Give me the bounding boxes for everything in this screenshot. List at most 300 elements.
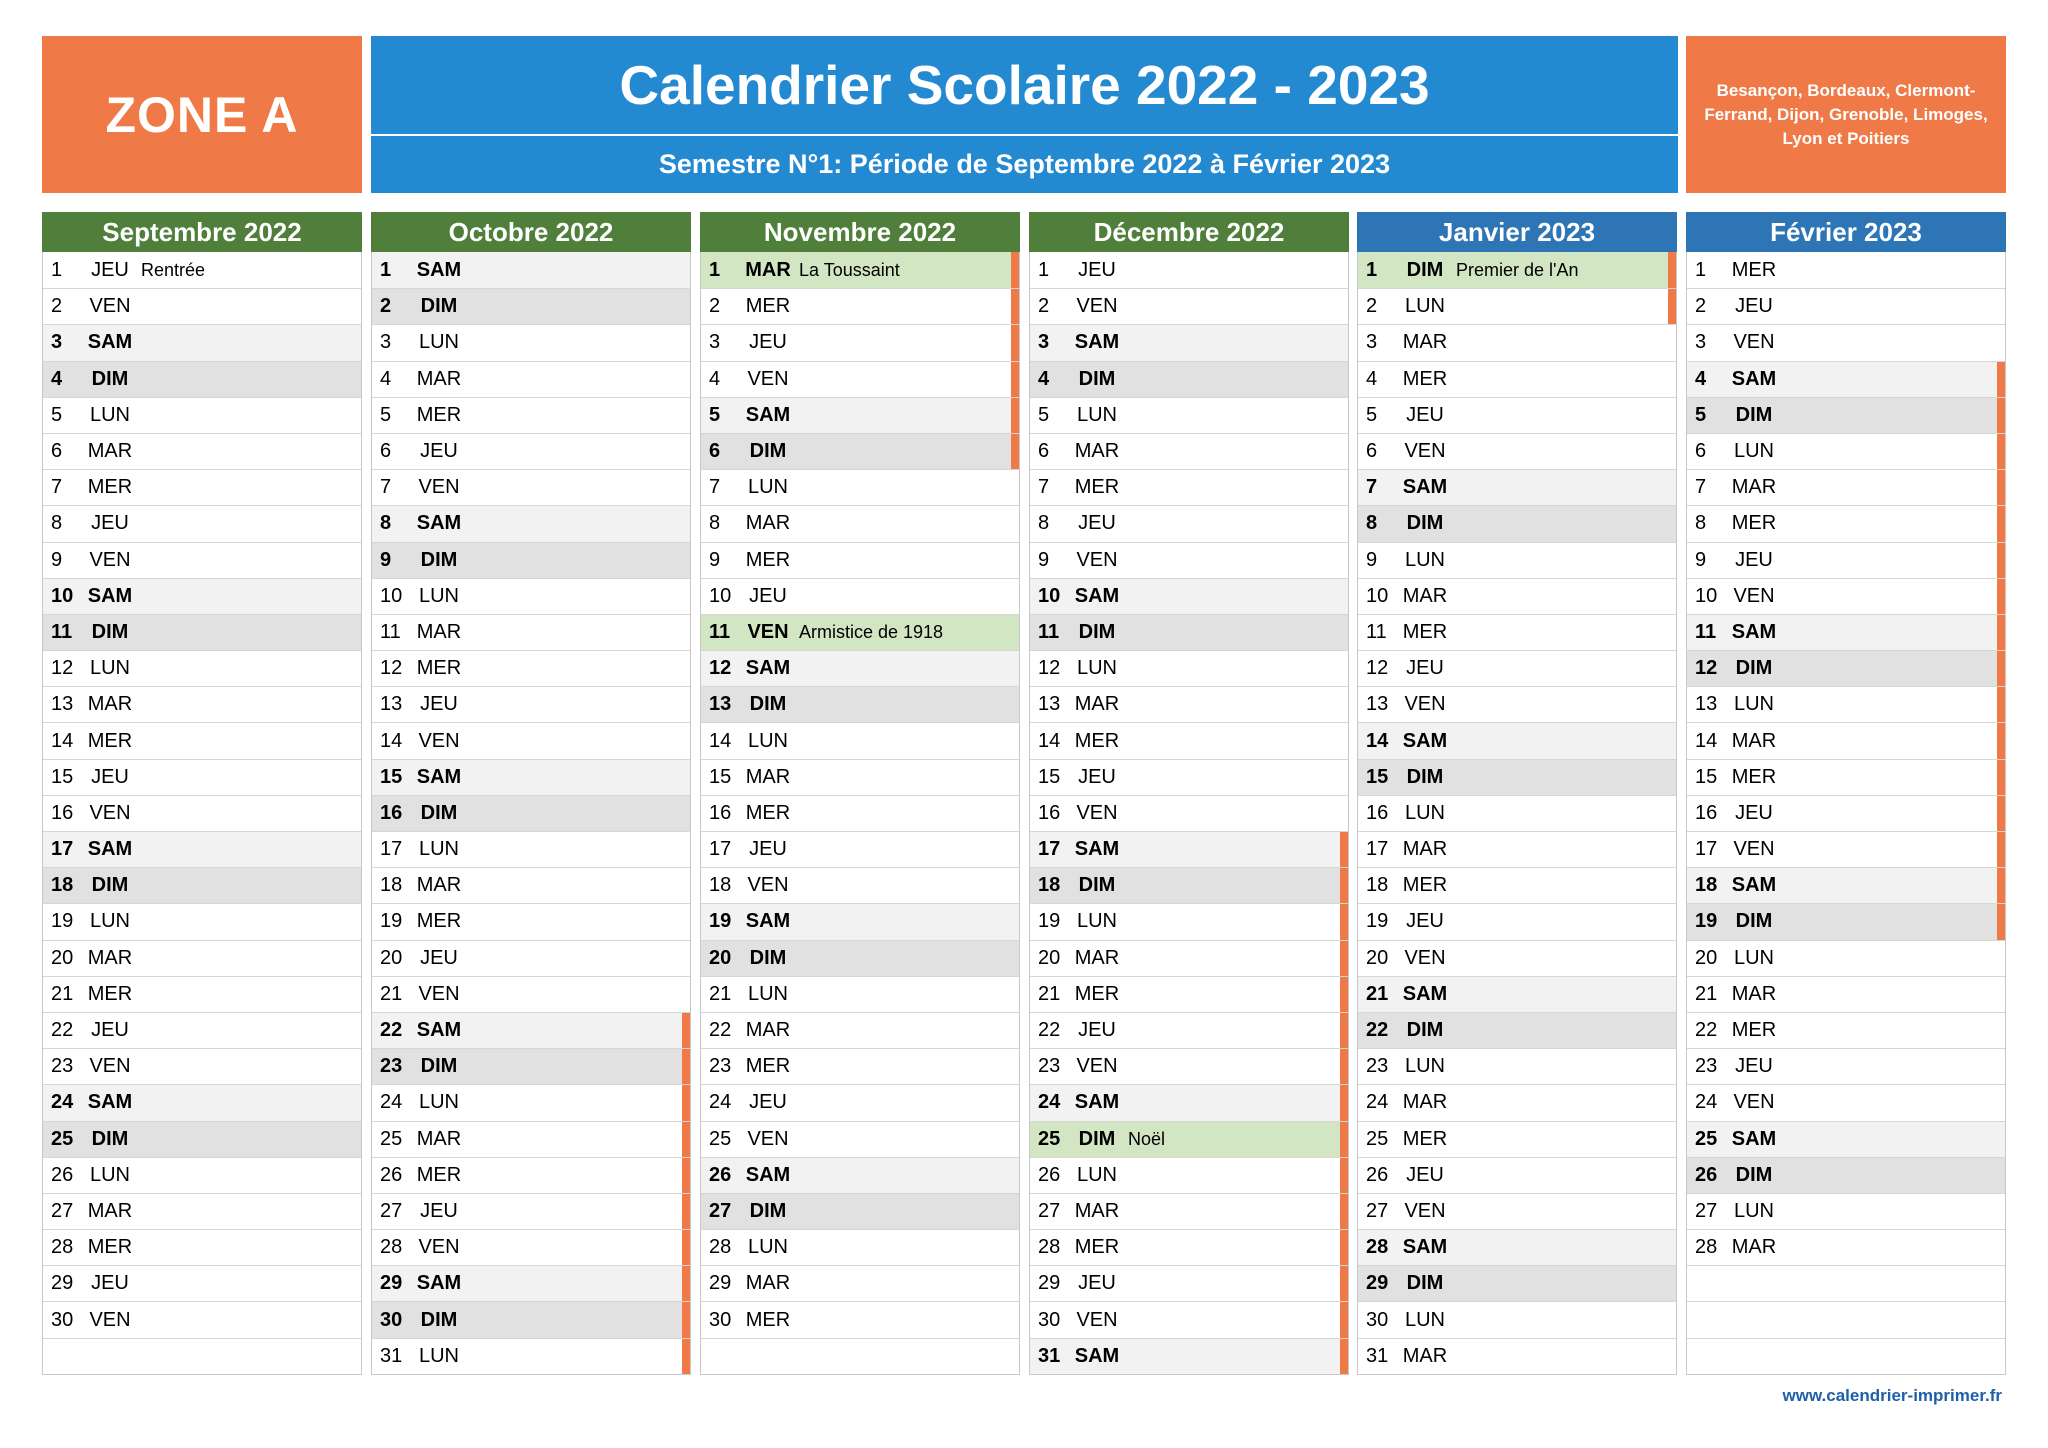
day-row — [1687, 505, 2005, 541]
weekday-label: MAR — [416, 620, 462, 643]
vacation-marker — [682, 1122, 690, 1157]
day-row — [43, 1012, 361, 1048]
weekday-label: JEU — [1406, 910, 1444, 933]
day-row — [1687, 867, 2005, 903]
weekday-label: MAR — [745, 512, 791, 535]
weekday-label: SAM — [1402, 1236, 1448, 1259]
day-number: 12 — [1038, 657, 1061, 680]
weekday-label: MER — [416, 1163, 462, 1186]
weekday-label: MER — [1074, 729, 1120, 752]
weekday-label: DIM — [1735, 1163, 1773, 1186]
day-number: 28 — [51, 1236, 74, 1259]
day-row — [372, 1121, 690, 1157]
day-number: 18 — [1038, 874, 1061, 897]
day-row — [1687, 1121, 2005, 1157]
day-row — [372, 542, 690, 578]
day-number: 22 — [51, 1019, 74, 1042]
day-number: 20 — [380, 946, 403, 969]
day-row — [1358, 1301, 1676, 1337]
day-number: 5 — [709, 403, 721, 426]
weekday-label: DIM — [1078, 367, 1116, 390]
weekday-label: SAM — [416, 765, 462, 788]
day-row — [701, 795, 1019, 831]
day-row — [372, 650, 690, 686]
vacation-marker — [682, 1230, 690, 1265]
day-row — [1030, 722, 1348, 758]
weekday-label: LUN — [418, 584, 459, 607]
weekday-label: MAR — [87, 693, 133, 716]
weekday-label: LUN — [418, 1091, 459, 1114]
day-number: 10 — [1366, 584, 1389, 607]
weekday-label: MAR — [1402, 584, 1448, 607]
weekday-label: MER — [1402, 367, 1448, 390]
day-row — [701, 903, 1019, 939]
day-number: 8 — [1038, 512, 1050, 535]
day-row — [1358, 1084, 1676, 1120]
day-number: 10 — [709, 584, 732, 607]
weekday-label: JEU — [420, 946, 458, 969]
day-row — [43, 1301, 361, 1337]
page-subtitle: Semestre N°1: Période de Septembre 2022 à Février 2023 — [371, 136, 1678, 193]
weekday-label: LUN — [747, 982, 788, 1005]
day-row — [372, 397, 690, 433]
weekday-label: MER — [745, 1308, 791, 1331]
day-number: 19 — [380, 910, 403, 933]
day-row — [701, 614, 1019, 650]
day-row — [1358, 397, 1676, 433]
day-number: 22 — [1038, 1019, 1061, 1042]
day-row — [1358, 288, 1676, 324]
day-number: 17 — [380, 838, 403, 861]
day-number: 13 — [51, 693, 74, 716]
month-header: Février 2023 — [1686, 212, 2006, 252]
day-number: 6 — [1695, 440, 1707, 463]
day-number: 29 — [1366, 1272, 1389, 1295]
day-number: 3 — [1695, 331, 1707, 354]
day-number: 11 — [1695, 620, 1717, 643]
day-number: 16 — [709, 801, 732, 824]
vacation-marker — [1011, 362, 1019, 397]
vacation-marker — [682, 1158, 690, 1193]
day-row — [1030, 976, 1348, 1012]
footer-url[interactable]: www.calendrier-imprimer.fr — [1782, 1386, 2002, 1405]
weekday-label: DIM — [91, 874, 129, 897]
day-number: 3 — [380, 331, 392, 354]
weekday-label: MAR — [745, 258, 791, 281]
weekday-label: MER — [1731, 765, 1777, 788]
weekday-label: JEU — [1735, 295, 1773, 318]
day-row — [372, 759, 690, 795]
day-number: 17 — [51, 838, 74, 861]
day-row — [372, 686, 690, 722]
day-row — [1687, 433, 2005, 469]
day-number: 30 — [709, 1308, 732, 1331]
day-number: 8 — [709, 512, 721, 535]
weekday-label: JEU — [91, 1272, 129, 1295]
day-number: 6 — [1038, 440, 1050, 463]
empty-day-row — [701, 1338, 1019, 1374]
weekday-label: SAM — [1731, 367, 1777, 390]
weekday-label: MAR — [745, 1019, 791, 1042]
day-number: 4 — [1695, 367, 1707, 390]
weekday-label: VEN — [747, 874, 789, 897]
day-row — [1030, 1121, 1348, 1157]
day-row — [1687, 1229, 2005, 1265]
day-number: 16 — [380, 801, 403, 824]
day-row — [1687, 252, 2005, 288]
day-number: 4 — [380, 367, 392, 390]
day-number: 16 — [51, 801, 74, 824]
day-row — [43, 831, 361, 867]
weekday-label: JEU — [420, 1199, 458, 1222]
weekday-label: SAM — [87, 838, 133, 861]
day-row — [1358, 903, 1676, 939]
day-row — [1358, 1338, 1676, 1374]
weekday-label: JEU — [1406, 1163, 1444, 1186]
day-number: 5 — [1038, 403, 1050, 426]
vacation-marker — [1340, 1339, 1348, 1374]
day-number: 18 — [1366, 874, 1389, 897]
day-number: 2 — [1695, 295, 1707, 318]
weekday-label: MER — [1731, 258, 1777, 281]
day-row — [701, 361, 1019, 397]
day-number: 30 — [1366, 1308, 1389, 1331]
day-row — [1687, 324, 2005, 360]
day-number: 19 — [51, 910, 74, 933]
day-row — [701, 1229, 1019, 1265]
day-number: 14 — [1695, 729, 1718, 752]
weekday-label: DIM — [1406, 1019, 1444, 1042]
day-row — [372, 578, 690, 614]
weekday-label: DIM — [91, 1127, 129, 1150]
weekday-label: JEU — [1735, 1055, 1773, 1078]
vacation-marker — [1340, 868, 1348, 903]
day-number: 23 — [1038, 1055, 1061, 1078]
weekday-label: MAR — [1402, 1091, 1448, 1114]
month-column — [700, 212, 1020, 1375]
weekday-label: MER — [1731, 512, 1777, 535]
day-row — [372, 324, 690, 360]
empty-day-row — [1687, 1265, 2005, 1301]
weekday-label: JEU — [749, 1091, 787, 1114]
empty-day-row — [1687, 1301, 2005, 1337]
weekday-label: LUN — [747, 476, 788, 499]
weekday-label: DIM — [1078, 1127, 1116, 1150]
day-number: 22 — [1695, 1019, 1718, 1042]
day-row — [43, 1193, 361, 1229]
weekday-label: SAM — [1402, 729, 1448, 752]
day-row — [701, 1193, 1019, 1229]
day-number: 24 — [51, 1091, 74, 1114]
day-number: 15 — [1695, 765, 1718, 788]
day-row — [701, 1157, 1019, 1193]
weekday-label: MER — [87, 982, 133, 1005]
day-list — [371, 252, 691, 1375]
day-row — [701, 831, 1019, 867]
day-row — [1030, 324, 1348, 360]
holiday-label: Rentrée — [141, 259, 206, 280]
day-number: 21 — [51, 982, 74, 1005]
day-number: 25 — [1038, 1127, 1061, 1150]
day-number: 25 — [1366, 1127, 1389, 1150]
zone-label: ZONE A — [42, 36, 362, 193]
weekday-label: MAR — [87, 946, 133, 969]
day-number: 1 — [1695, 258, 1707, 281]
day-row — [701, 433, 1019, 469]
weekday-label: VEN — [1404, 693, 1446, 716]
weekday-label: JEU — [1735, 801, 1773, 824]
weekday-label: MER — [87, 729, 133, 752]
day-row — [43, 867, 361, 903]
day-number: 4 — [1038, 367, 1050, 390]
day-row — [1358, 759, 1676, 795]
day-row — [701, 288, 1019, 324]
day-row — [701, 722, 1019, 758]
day-list — [700, 252, 1020, 1375]
day-row — [43, 650, 361, 686]
weekday-label: VEN — [747, 620, 789, 643]
day-number: 2 — [380, 295, 392, 318]
day-number: 7 — [1695, 476, 1707, 499]
weekday-label: MER — [745, 548, 791, 571]
day-row — [1030, 1265, 1348, 1301]
day-number: 25 — [380, 1127, 403, 1150]
day-number: 17 — [1038, 838, 1061, 861]
weekday-label: LUN — [1076, 403, 1117, 426]
day-row — [372, 1048, 690, 1084]
month-column — [42, 212, 362, 1375]
weekday-label: SAM — [1074, 1091, 1120, 1114]
month-column — [1686, 212, 2006, 1375]
weekday-label: MAR — [87, 1199, 133, 1222]
weekday-label: VEN — [89, 1055, 131, 1078]
day-row — [1358, 542, 1676, 578]
day-number: 6 — [1366, 440, 1378, 463]
day-row — [43, 1084, 361, 1120]
weekday-label: VEN — [747, 367, 789, 390]
vacation-marker — [1011, 325, 1019, 360]
day-row — [372, 1338, 690, 1374]
day-row — [701, 1265, 1019, 1301]
day-number: 5 — [1695, 403, 1707, 426]
day-row — [372, 1157, 690, 1193]
day-number: 27 — [1038, 1199, 1061, 1222]
day-row — [372, 1265, 690, 1301]
vacation-marker — [1011, 289, 1019, 324]
vacation-marker — [1340, 1158, 1348, 1193]
day-number: 24 — [709, 1091, 732, 1114]
weekday-label: SAM — [1731, 1127, 1777, 1150]
weekday-label: JEU — [749, 838, 787, 861]
day-row — [1358, 1157, 1676, 1193]
day-row — [43, 614, 361, 650]
day-row — [1687, 542, 2005, 578]
weekday-label: DIM — [749, 946, 787, 969]
weekday-label: JEU — [1078, 512, 1116, 535]
weekday-label: MER — [745, 801, 791, 824]
weekday-label: MAR — [745, 1272, 791, 1295]
day-row — [43, 795, 361, 831]
day-row — [43, 578, 361, 614]
vacation-marker — [1340, 1266, 1348, 1301]
day-number: 3 — [1038, 331, 1050, 354]
day-number: 8 — [1366, 512, 1378, 535]
weekday-label: MAR — [1731, 1236, 1777, 1259]
weekday-label: MER — [416, 403, 462, 426]
weekday-label: DIM — [91, 367, 129, 390]
weekday-label: LUN — [1733, 440, 1774, 463]
weekday-label: LUN — [89, 657, 130, 680]
weekday-label: MAR — [1731, 982, 1777, 1005]
day-row — [43, 1157, 361, 1193]
day-number: 11 — [380, 620, 401, 643]
day-number: 14 — [380, 729, 403, 752]
weekday-label: SAM — [416, 258, 462, 281]
day-number: 18 — [709, 874, 732, 897]
weekday-label: JEU — [91, 1019, 129, 1042]
day-row — [701, 1084, 1019, 1120]
day-row — [701, 1048, 1019, 1084]
day-row — [701, 1301, 1019, 1337]
day-row — [1030, 1157, 1348, 1193]
day-row — [372, 1229, 690, 1265]
day-row — [1030, 759, 1348, 795]
day-row — [1358, 433, 1676, 469]
month-header: Janvier 2023 — [1357, 212, 1677, 252]
day-number: 17 — [1695, 838, 1718, 861]
weekday-label: VEN — [418, 476, 460, 499]
weekday-label: DIM — [1735, 403, 1773, 426]
day-row — [1030, 1048, 1348, 1084]
holiday-label: Noël — [1128, 1128, 1166, 1149]
day-number: 21 — [1366, 982, 1389, 1005]
weekday-label: LUN — [1733, 946, 1774, 969]
day-number: 7 — [51, 476, 63, 499]
day-number: 18 — [1695, 874, 1718, 897]
day-number: 1 — [1038, 258, 1050, 281]
weekday-label: SAM — [1731, 874, 1777, 897]
weekday-label: LUN — [1076, 910, 1117, 933]
day-row — [1687, 759, 2005, 795]
day-row — [1358, 976, 1676, 1012]
day-number: 20 — [1038, 946, 1061, 969]
weekday-label: LUN — [1404, 1308, 1445, 1331]
day-row — [701, 397, 1019, 433]
day-row — [43, 505, 361, 541]
weekday-label: MAR — [416, 367, 462, 390]
day-number: 23 — [709, 1055, 732, 1078]
weekday-label: LUN — [89, 910, 130, 933]
day-number: 16 — [1366, 801, 1389, 824]
day-row — [1030, 252, 1348, 288]
day-row — [1030, 795, 1348, 831]
day-number: 9 — [1695, 548, 1707, 571]
month-column — [1357, 212, 1677, 1375]
day-row — [43, 722, 361, 758]
day-number: 2 — [1038, 295, 1050, 318]
vacation-marker — [1340, 1302, 1348, 1337]
day-row — [43, 542, 361, 578]
day-number: 27 — [380, 1199, 403, 1222]
day-row — [1030, 542, 1348, 578]
weekday-label: MER — [1074, 982, 1120, 1005]
weekday-label: LUN — [1404, 1055, 1445, 1078]
weekday-label: JEU — [1078, 1272, 1116, 1295]
weekday-label: VEN — [1733, 838, 1775, 861]
vacation-marker — [1997, 615, 2005, 650]
day-number: 30 — [51, 1308, 74, 1331]
weekday-label: LUN — [89, 1163, 130, 1186]
vacation-marker — [1011, 252, 1019, 288]
weekday-label: VEN — [89, 295, 131, 318]
day-number: 26 — [709, 1163, 732, 1186]
holiday-label: Armistice de 1918 — [799, 621, 944, 642]
day-row — [43, 361, 361, 397]
weekday-label: MER — [1731, 1019, 1777, 1042]
day-number: 27 — [1366, 1199, 1389, 1222]
weekday-label: MAR — [1731, 476, 1777, 499]
weekday-label: LUN — [1404, 548, 1445, 571]
day-number: 7 — [1366, 476, 1378, 499]
vacation-marker — [682, 1194, 690, 1229]
weekday-label: DIM — [1078, 620, 1116, 643]
day-number: 15 — [51, 765, 74, 788]
day-row — [1358, 252, 1676, 288]
day-number: 1 — [1366, 258, 1378, 281]
weekday-label: VEN — [1076, 1308, 1118, 1331]
day-number: 14 — [51, 729, 74, 752]
weekday-label: JEU — [420, 440, 458, 463]
vacation-marker — [1011, 434, 1019, 469]
day-number: 27 — [51, 1199, 74, 1222]
weekday-label: DIM — [1406, 765, 1444, 788]
day-number: 13 — [709, 693, 732, 716]
day-number: 24 — [1366, 1091, 1389, 1114]
day-row — [43, 1121, 361, 1157]
day-row — [701, 469, 1019, 505]
weekday-label: SAM — [87, 584, 133, 607]
day-number: 10 — [51, 584, 74, 607]
day-row — [1358, 505, 1676, 541]
day-number: 26 — [1366, 1163, 1389, 1186]
weekday-label: SAM — [1074, 331, 1120, 354]
day-row — [1358, 867, 1676, 903]
day-row — [43, 976, 361, 1012]
vacation-marker — [1997, 868, 2005, 903]
day-number: 15 — [1038, 765, 1061, 788]
weekday-label: JEU — [420, 693, 458, 716]
day-row — [1687, 795, 2005, 831]
day-number: 9 — [709, 548, 721, 571]
day-number: 19 — [1038, 910, 1061, 933]
day-number: 1 — [51, 258, 63, 281]
day-row — [1030, 614, 1348, 650]
weekday-label: VEN — [418, 982, 460, 1005]
day-number: 29 — [709, 1272, 732, 1295]
day-row — [701, 542, 1019, 578]
day-number: 7 — [380, 476, 392, 499]
day-number: 14 — [1038, 729, 1061, 752]
weekday-label: MAR — [1074, 693, 1120, 716]
day-number: 17 — [709, 838, 732, 861]
day-row — [43, 686, 361, 722]
day-row — [1358, 1121, 1676, 1157]
day-row — [701, 867, 1019, 903]
day-row — [1358, 722, 1676, 758]
day-number: 25 — [1695, 1127, 1718, 1150]
weekday-label: DIM — [749, 693, 787, 716]
day-number: 3 — [1366, 331, 1378, 354]
